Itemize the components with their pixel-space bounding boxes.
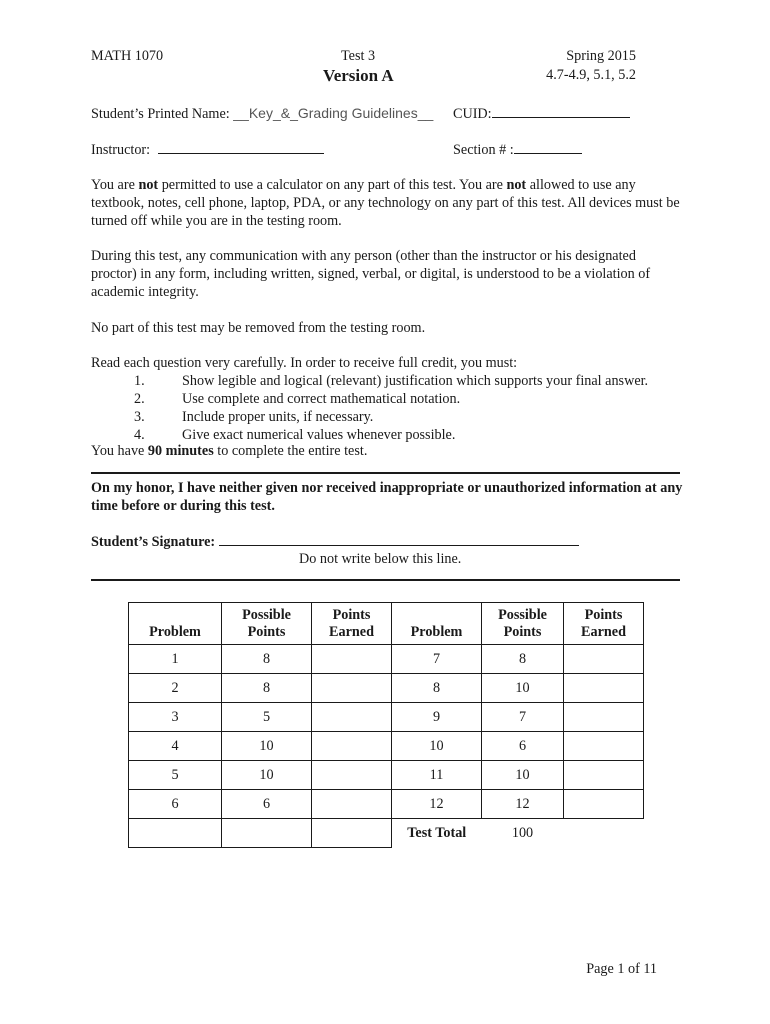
possible-points: 12 <box>482 790 564 819</box>
problem-number: 3 <box>129 703 222 732</box>
test-version: Version A <box>323 66 394 85</box>
problem-number: 10 <box>392 732 482 761</box>
test-total-label: Test Total <box>392 819 482 848</box>
earned-points-cell[interactable] <box>312 703 392 732</box>
grading-table <box>128 602 644 848</box>
earned-points-cell[interactable] <box>312 674 392 703</box>
possible-points: 10 <box>222 732 312 761</box>
earned-points-cell[interactable] <box>564 761 644 790</box>
table-row <box>129 732 644 761</box>
problem-number: 12 <box>392 790 482 819</box>
earned-points-cell[interactable] <box>312 645 392 674</box>
problem-number: 1 <box>129 645 222 674</box>
blank-cell[interactable] <box>222 819 312 848</box>
problem-number: 8 <box>392 674 482 703</box>
instructor-field[interactable] <box>158 141 324 154</box>
blank-cell[interactable] <box>129 819 222 848</box>
header-points-earned: Points Earned <box>312 603 392 645</box>
possible-points: 8 <box>222 645 312 674</box>
possible-points: 10 <box>482 674 564 703</box>
cuid-row <box>453 105 630 123</box>
earned-points-cell[interactable] <box>564 674 644 703</box>
removal-policy: No part of this test may be removed from the testing room. <box>91 320 426 336</box>
earned-points-cell[interactable] <box>312 761 392 790</box>
possible-points: 8 <box>482 645 564 674</box>
page-number: Page 1 of 11 <box>586 961 657 977</box>
possible-points: 5 <box>222 703 312 732</box>
header-problem: Problem <box>392 603 482 645</box>
header-possible-points: Possible Points <box>222 603 312 645</box>
instructor-row <box>91 141 324 159</box>
list-item: 2. Use complete and correct mathematical notation. <box>134 391 461 407</box>
student-name-label: Student’s Printed Name: <box>91 106 230 122</box>
table-row <box>129 674 644 703</box>
header-possible-points: Possible Points <box>482 603 564 645</box>
earned-points-cell[interactable] <box>312 732 392 761</box>
honor-statement: On my honor, I have neither given nor received inappropriate or unauthorized information at any time before or during this test. <box>91 480 683 514</box>
possible-points: 8 <box>222 674 312 703</box>
do-not-write-notice: Do not write below this line. <box>299 551 462 567</box>
list-item: 1. Show legible and logical (relevant) justification which supports your final answer. <box>134 373 649 389</box>
problem-number: 11 <box>392 761 482 790</box>
signature-field[interactable] <box>219 533 579 546</box>
table-row <box>129 761 644 790</box>
cuid-field[interactable] <box>492 105 630 118</box>
credit-requirements-list <box>91 372 685 444</box>
earned-points-cell[interactable] <box>564 703 644 732</box>
list-item: 4. Give exact numerical values whenever possible. <box>134 427 456 443</box>
table-row <box>129 645 644 674</box>
cuid-label: CUID: <box>453 106 492 122</box>
header-points-earned: Points Earned <box>564 603 644 645</box>
section-field[interactable] <box>514 141 582 154</box>
blank-cell[interactable] <box>312 819 392 848</box>
section-label: Section # : <box>453 142 514 158</box>
header-problem: Problem <box>129 603 222 645</box>
problem-number: 5 <box>129 761 222 790</box>
possible-points: 7 <box>482 703 564 732</box>
earned-points-cell[interactable] <box>312 790 392 819</box>
covered-sections: 4.7-4.9, 5.1, 5.2 <box>546 67 636 83</box>
time-limit: You have 90 minutes to complete the entire test. <box>91 443 368 459</box>
problem-number: 9 <box>392 703 482 732</box>
test-total-value: 100 <box>482 819 564 848</box>
table-row <box>129 790 644 819</box>
table-row <box>129 703 644 732</box>
term: Spring 2015 <box>566 48 636 64</box>
table-header-row <box>129 603 644 645</box>
divider-bottom <box>91 579 680 581</box>
earned-points-cell[interactable] <box>564 645 644 674</box>
credit-intro: Read each question very carefully. In order to receive full credit, you must: <box>91 355 518 371</box>
possible-points: 10 <box>222 761 312 790</box>
section-row <box>453 141 582 159</box>
integrity-policy: During this test, any communication with any person (other than the instructor or his designated proctor) in any form, including written, signed, verbal, or digital, is understood to be a violation of academic integrity. <box>91 248 651 300</box>
table-total-row <box>129 819 644 848</box>
course-code: MATH 1070 <box>91 48 164 64</box>
signature-row <box>91 533 579 551</box>
calculator-policy: You are not permitted to use a calculator on any part of this test. You are not allowed to use any textbook, notes, cell phone, laptop, PDA, or any technology on any part of this test. All devices must be turned off while you are in the testing room. <box>91 177 680 229</box>
signature-label: Student’s Signature: <box>91 534 216 550</box>
possible-points: 10 <box>482 761 564 790</box>
possible-points: 6 <box>482 732 564 761</box>
divider-top <box>91 472 680 474</box>
instructor-label: Instructor: <box>91 142 151 158</box>
problem-number: 4 <box>129 732 222 761</box>
earned-points-cell[interactable] <box>564 732 644 761</box>
possible-points: 6 <box>222 790 312 819</box>
problem-number: 7 <box>392 645 482 674</box>
problem-number: 6 <box>129 790 222 819</box>
problem-number: 2 <box>129 674 222 703</box>
student-name-row <box>91 105 433 123</box>
empty-cell <box>564 819 644 848</box>
earned-points-cell[interactable] <box>564 790 644 819</box>
test-number: Test 3 <box>341 48 376 64</box>
student-name-field[interactable]: __Key_&_Grading Guidelines__ <box>233 105 434 121</box>
list-item: 3. Include proper units, if necessary. <box>134 409 374 425</box>
